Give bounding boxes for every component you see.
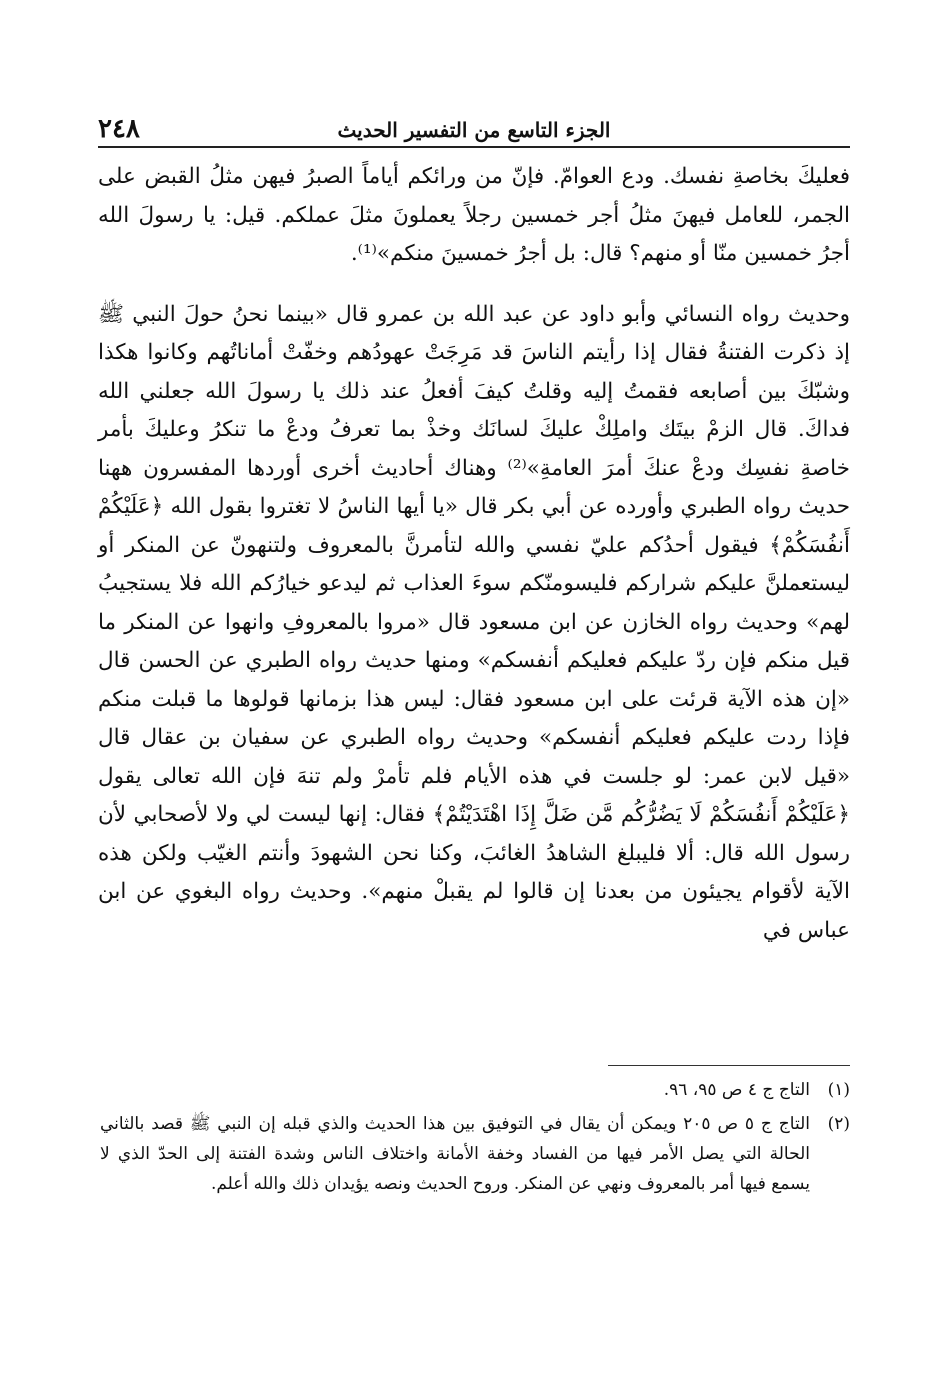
footnote-2 (100, 1109, 850, 1199)
footnote-1 (100, 1075, 850, 1105)
page-number: ٢٤٨ (98, 114, 140, 144)
running-head: الجزء التاسع من التفسير الحديث (337, 118, 611, 142)
footnote-rule (608, 1065, 850, 1066)
footnotes (100, 1075, 850, 1199)
main-text (98, 158, 850, 950)
header-rule (98, 146, 850, 148)
footnote-text: التاج ج ٤ ص ٩٥، ٩٦. (663, 1080, 810, 1100)
paragraph-1: فعليكَ بخاصةِ نفسك. ودع العوامّ. فإنّ من ورائكم أياماً الصبرُ فيهن مثلُ القبض على الجمر، للعامل فيهنَ مثلُ أجر خمسين رجلاً يعملونَ مثلَ عملكم. قيل: يا رسولَ الله أجرُ خمسين منّا أو منهم؟ قال: بل أجرُ خمسينَ منكم»⁽¹⁾. (98, 164, 850, 266)
footnote-number: (١) (827, 1080, 850, 1100)
page-header (98, 112, 850, 146)
paragraph-2: وحديث رواه النسائي وأبو داود عن عبد الله بن عمرو قال «بينما نحنُ حولَ النبي ﷺ إذ ذكرت الفتنةُ فقال إذا رأيتم الناسَ قد مَرِجَتْ عهودُهم وخفّتْ أماناتُهم وكانوا هكذا وشبّكَ بين أصابعه فقمتُ إليه وقلتُ كيفَ أفعلُ عند ذلك يا رسولَ الله جعلني الله فداكَ. قال الزمْ بيتَك واملِكْ عليكَ لسانَك وخذْ بما تعرفُ ودعْ ما تنكرُ وعليكَ بأمر خاصةِ نفسِك ودعْ عنكَ أمرَ العامةِ»⁽²⁾ وهناك أحاديث أخرى أوردها المفسرون ههنا حديث رواه الطبري وأورده عن أبي بكر قال «يا أيها الناسُ لا تغتروا بقول الله ﴿عَلَيْكُمْ أَنفُسَكُمْ﴾ فيقول أحدُكم عليّ نفسي والله لتأمرنَّ بالمعروف ولتنهونّ عن المنكر أو ليستعملنَّ عليكم شراركم فليسومنّكم سوءَ العذاب ثم ليدعو خيارُكم الله فلا يستجيبُ لهم» وحديث رواه الخازن عن ابن مسعود قال «مروا بالمعروفِ وانهوا عن المنكر ما قيل منكم فإن ردّ عليكم فعليكم أنفسكم» ومنها حديث رواه الطبري عن الحسن قال «إن هذه الآية قرئت على ابن مسعود فقال: ليس هذا بزمانها قولوها ما قبلت منكم فإذا ردت عليكم فعليكم أنفسكم» وحديث رواه الطبري عن سفيان بن عقال قال «قيل لابن عمر: لو جلست في هذه الأيام فلم تأمرْ ولم تنهَ فإن الله تعالى يقول ﴿عَلَيْكُمْ أَنفُسَكُمْ لَا يَضُرُّكُم مَّن ضَلَّ إِذَا اهْتَدَيْتُمْ﴾ فقال: إنها ليست لي ولا لأصحابي لأن رسول الله قال: ألا فليبلغ الشاهدُ الغائبَ، وكنا نحن الشهودَ وأنتم الغيّب ولكن هذه الآية لأقوام يجيئون من بعدنا إن قالوا لم يقبلْ منهم». وحديث رواه البغوي عن ابن عباس في (98, 301, 850, 943)
footnote-text: التاج ج ٥ ص ٢٠٥ ويمكن أن يقال في التوفيق بين هذا الحديث والذي قبله إن النبي ﷺ قصد بالثاني الحالة التي يصل الأمر فيها من الفساد وخفة الأمانة واختلاف الناس وشدة الفتنة إلى الحدّ الذي لا يسمع فيها أمر بالمعروف ونهي عن المنكر. وروح الحديث ونصه يؤيدان ذلك والله أعلم. (100, 1114, 810, 1194)
footnote-number: (٢) (827, 1114, 850, 1134)
